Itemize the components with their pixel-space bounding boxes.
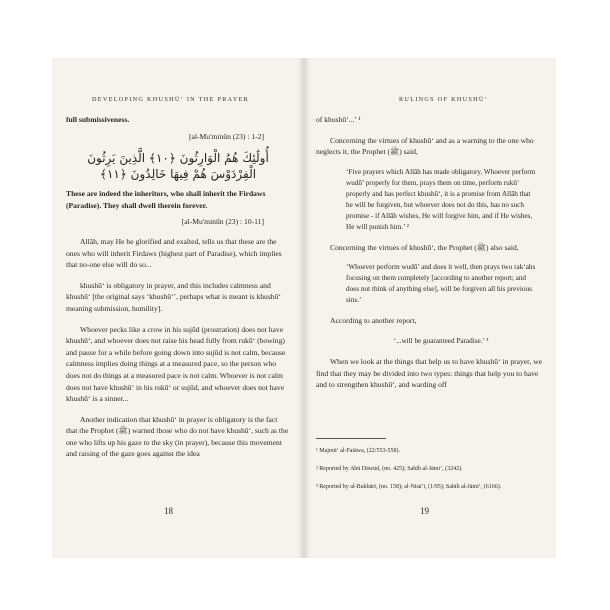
paragraph: full submissiveness. bbox=[66, 115, 130, 124]
page-body bbox=[66, 114, 290, 469]
page-body bbox=[316, 114, 544, 400]
footnote: ¹ Majmū‘ al-Fatāwa, (22/553-558). bbox=[316, 448, 400, 454]
paragraph: Allāh, may He be glorified and exalted, tells us that these are the ones who will inherit Firdaws (highest part of Paradise), which implies that no-one else will do so... bbox=[66, 236, 282, 270]
footnote: ³ Reported by al-Bukhārī, (no. 158); al-Nisā’i, (1/95); Sahīh al-Jāmi‘, (6166). bbox=[316, 484, 502, 490]
arabic-verse: أُولَٰئِكَ هُمُ الْوَارِثُونَ ﴿١٠﴾ الَّذِينَ يَرِثُونَ الْفِرْدَوْسَ هُمْ فِيهَا خَالِدُونَ ﴿١١﴾ bbox=[87, 151, 269, 182]
footnote: ² Reported by Abū Dāwūd, (no. 425); Sahīh al-Jāmi‘, (3242). bbox=[316, 466, 463, 472]
paragraph: Another indication that khushū‘ in prayer is obligatory is the fact that the Prophet (ﷺ) warned those who do not have khushū‘, such as the one who lifts up his gaze to the sky (in prayer), because this movement and raising of the gaze goes against the idea bbox=[66, 414, 289, 459]
verse-reference: [al-Mu'minūn (23) : 10-11] bbox=[181, 217, 264, 227]
page-number: 19 bbox=[420, 506, 429, 516]
running-header: RULINGS OF KHUSHŪ‘ bbox=[399, 96, 489, 103]
paragraph: khushū‘ is obligatory in prayer, and this includes calmness and khushū‘ [the original says ‘khushū‘’, perhaps what is meant is khushū‘ meaning submission, humility]. bbox=[66, 280, 281, 313]
running-header: DEVELOPING KHUSHŪ‘ IN THE PRAYER bbox=[92, 96, 250, 103]
hadith-quote: ‘Five prayers which Allāh has made obligatory. Whoever perform wudū’ properly for them, prays them on time, perform rukū‘ properly and has perfect khushū‘, it is a promise from Allāh that he will be forgiven, but whoever does not do this, has no such promise - if Allāh wishes, He will forgive him, and if He wishes, He will punish him.’ ² bbox=[346, 167, 536, 231]
paragraph: Concerning the virtues of khushū‘ and as a warning to the one who neglects it, the Prophet (ﷺ) said, bbox=[316, 135, 534, 157]
right-page bbox=[304, 58, 556, 558]
paragraph: Concerning the virtues of khushū‘, the Prophet (ﷺ) also said, bbox=[330, 242, 519, 252]
paragraph: When we look at the things that help us to have khushū‘ in prayer, we find that they may be divided into two types: things that help you to have and to strengthen khushū‘, and warding off bbox=[316, 356, 543, 390]
verse-translation: These are indeed the inheritors, who shall inherit the Firdaws (Paradise). They shall dwell therein forever. bbox=[66, 189, 266, 210]
page-number: 18 bbox=[164, 506, 173, 516]
footnote-rule bbox=[316, 438, 386, 439]
verse-reference: [al-Mu'minūn (23) : 1-2] bbox=[189, 131, 264, 141]
paragraph: of khushū‘...’ ¹ bbox=[316, 115, 361, 124]
footnotes bbox=[316, 438, 544, 501]
paragraph: According to another report, bbox=[330, 316, 417, 326]
hadith-quote: ‘Whoever perform wudū’ and does it well, then prays two rak‘ahs focusing on them completely [according to another report; and does not think of anything else], will be forgiven all his previous sins.’ bbox=[346, 263, 536, 305]
left-page bbox=[52, 58, 304, 558]
hadith-quote: ‘...will be guaranteed Paradise.’ ³ bbox=[393, 336, 489, 345]
paragraph: Whoever pecks like a crow in his sujūd (prostration) does not have khushū‘, and whoever does not raise his head fully from rukū‘ (bowing) and pause for a while before going down into sujūd is not calm, because calmness implies doing things at a measured pace, so the person who does not do things at a measured pace is not calm. Whoever is not calm does not have khushū‘ in his rukū‘ or sujūd, and whoever does not have khushū‘ is a sinner... bbox=[66, 324, 286, 404]
